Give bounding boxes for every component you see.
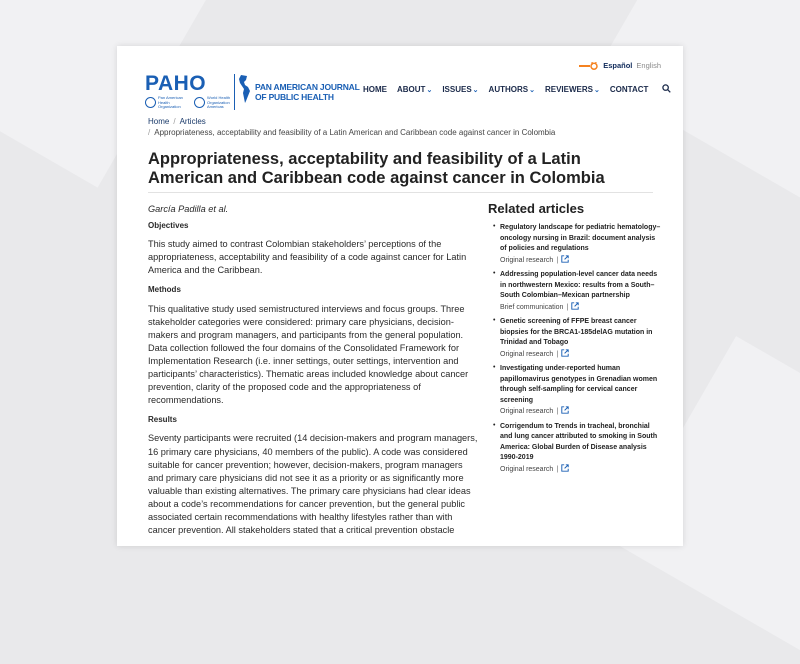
related-articles [488, 201, 663, 479]
breadcrumb-current: Appropriateness, acceptability and feasibility of a Latin American and Caribbean code against cancer in Colombia [154, 128, 556, 137]
meta-separator: | [556, 408, 559, 415]
nav-authors[interactable] [489, 85, 535, 94]
bullet-icon: • [493, 421, 496, 429]
bullet-icon: • [493, 223, 496, 230]
external-link-icon[interactable] [571, 302, 579, 315]
related-item-type: Original research [500, 256, 554, 264]
paho-emblem-icon [145, 97, 156, 108]
chevron-down-icon: ⌄ [426, 86, 433, 94]
language-spanish-link[interactable]: Español [603, 61, 633, 70]
paho-sub-label: Pan American Health Organization [158, 95, 183, 109]
nav-about[interactable] [397, 85, 432, 94]
related-item-type: Original research [500, 408, 554, 415]
breadcrumb-separator: / [173, 117, 176, 126]
page-card [117, 46, 683, 546]
nav-home[interactable]: HOME [363, 85, 387, 94]
related-list [488, 223, 663, 476]
paho-logo[interactable] [145, 73, 237, 110]
related-item [493, 270, 663, 314]
open-access-icon [579, 62, 599, 70]
external-link-icon[interactable] [561, 255, 569, 268]
methods-heading: Methods [148, 285, 181, 295]
chevron-down-icon: ⌄ [529, 86, 535, 94]
external-link-icon[interactable] [561, 406, 569, 419]
article-authors: García Padilla et al. [148, 204, 229, 214]
nav-reviewers-label: REVIEWERS [544, 85, 593, 94]
nav-contact[interactable]: CONTACT [609, 85, 649, 94]
main-nav [363, 84, 671, 95]
meta-separator: | [556, 256, 559, 264]
related-item-link[interactable]: Regulatory landscape for pediatric hematology– oncology nursing in Brazil: document analysis of policies and regulations [500, 224, 661, 252]
related-item [493, 317, 663, 361]
related-item-link[interactable]: Genetic screening of FFPE breast cancer biopsies for the BRCA1-185delAG mutation in Trinidad and Tobago [500, 318, 653, 346]
chevron-down-icon: ⌄ [472, 86, 479, 94]
paho-wordmark: PAHO [145, 72, 207, 95]
who-emblem-icon [194, 97, 205, 108]
americas-map-icon [238, 74, 252, 109]
nav-issues-label: ISSUES [442, 85, 472, 94]
search-icon[interactable] [662, 84, 671, 95]
journal-name-line2: OF PUBLIC HEALTH [255, 91, 334, 102]
breadcrumb-articles[interactable]: Articles [179, 117, 206, 126]
related-item-type: Brief communication [500, 303, 564, 311]
results-heading: Results [148, 415, 177, 425]
who-sub-label: World Health Organization Americas [207, 95, 231, 109]
related-articles-heading: Related articles [488, 201, 585, 216]
nav-about-label: ABOUT [397, 85, 426, 94]
bullet-icon: • [493, 364, 496, 371]
external-link-icon[interactable] [561, 349, 569, 362]
language-bar [579, 61, 661, 70]
chevron-down-icon: ⌄ [594, 86, 600, 94]
nav-reviewers[interactable] [545, 85, 600, 94]
related-item [493, 223, 663, 267]
objectives-text: This study aimed to contrast Colombian stakeholders’ perceptions of the appropriateness, acceptability and feasibility of a code against cancer for Latin America and the Caribbean. [148, 239, 467, 276]
article-abstract [148, 203, 478, 543]
journal-logo[interactable] [238, 74, 360, 109]
meta-separator: | [556, 465, 559, 473]
nav-authors-label: AUTHORS [488, 85, 529, 94]
related-item-link[interactable]: Corrigendum to Trends in tracheal, bronchial and lung cancer attributed to smoking in South America: Global Burden of Disease analysis 1990-2019 [500, 422, 658, 461]
related-item-type: Original research [500, 465, 554, 473]
breadcrumb-current-row [148, 128, 555, 137]
meta-separator: | [556, 350, 559, 358]
language-english-link[interactable]: English [636, 61, 661, 70]
breadcrumb-home[interactable]: Home [148, 117, 170, 126]
article-title: Appropriateness, acceptability and feasibility of a Latin American and Caribbean code against cancer in Colombia [148, 150, 605, 187]
related-item-link[interactable]: Investigating under-reported human papillomavirus genotypes in Grenadian women through self-sampling for cervical cancer screening [500, 365, 658, 404]
title-divider [148, 192, 653, 193]
external-link-icon[interactable] [561, 464, 569, 477]
objectives-heading: Objectives [148, 221, 189, 231]
meta-separator: | [566, 303, 569, 311]
breadcrumb-separator: / [148, 128, 151, 137]
related-item [493, 364, 663, 419]
bullet-icon: • [493, 270, 496, 277]
bullet-icon: • [493, 317, 496, 324]
nav-issues[interactable] [442, 85, 478, 94]
journal-name-line1: PAN AMERICAN JOURNAL [255, 81, 360, 92]
results-text: Seventy participants were recruited (14 decision-makers and program managers, 16 primary care physicians, 40 members of the public). A code was considered suitable for cancer prevention; however, decision-makers, program managers and primary care physicians did not see it as a priority or as significantly more valuable than existing alternatives. The primary care physicians had clear ideas about a code’s recommendations for cancer prevention, but the general public associated certain recommendations with healthy lifestyles rather than with cancer prevention. All stakeholders stated that a critical prevention obstacle [148, 433, 478, 536]
related-item [493, 422, 663, 477]
logo-divider [234, 74, 235, 110]
methods-text: This qualitative study used semistructured interviews and focus groups. Three stakeholder categories were considered: primary care physicians, decision-makers and program managers, and participants from the general population. Data collection followed the four domains of the Consolidated Framework for Implementation Research (i.e. inner settings, outer settings, intervention and participants’ characteristics). Thematic areas included knowledge about cancer prevention, clarity of the proposed code and the appropriateness of recommendations. [148, 303, 469, 406]
related-item-link[interactable]: Addressing population-level cancer data needs in northwestern Mexico: results from a South–South Colombian–Mexican partnership [500, 271, 658, 299]
breadcrumb [148, 117, 206, 126]
related-item-type: Original research [500, 350, 554, 358]
